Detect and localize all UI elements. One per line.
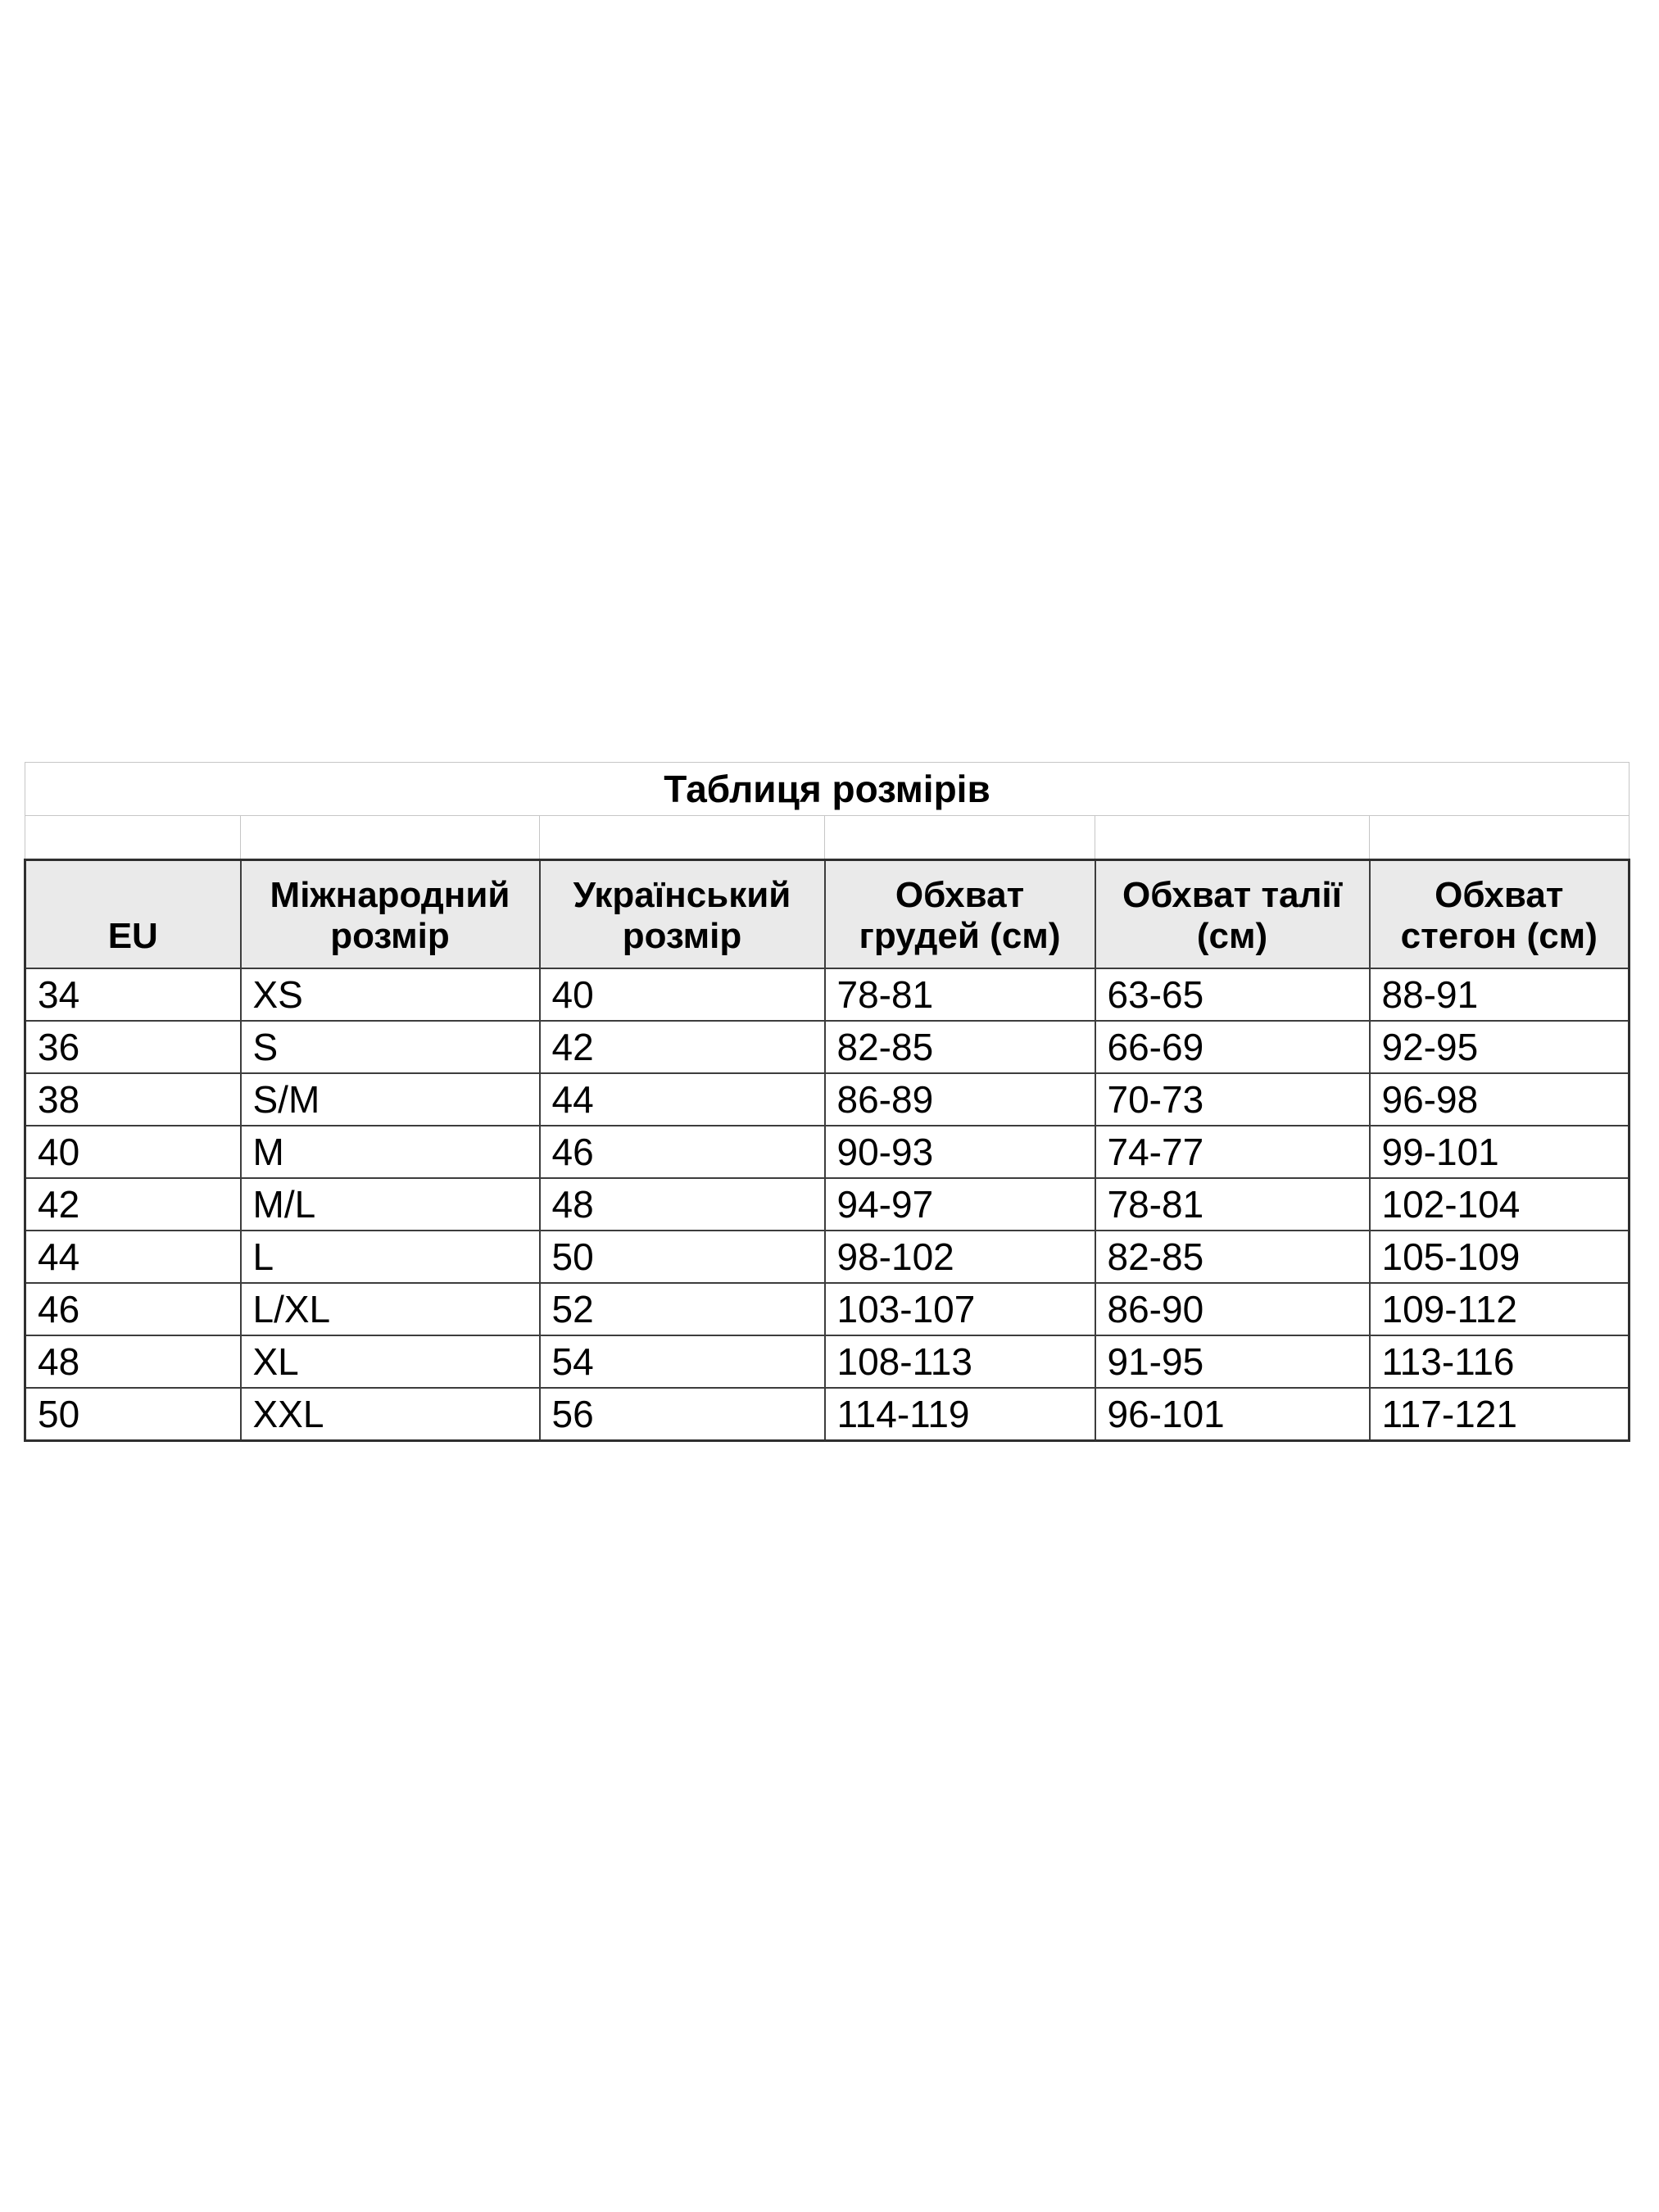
data-cell: M/L: [241, 1178, 540, 1231]
size-table: [24, 762, 1630, 1442]
data-cell: 52: [540, 1283, 825, 1335]
data-cell: 114-119: [825, 1388, 1095, 1441]
data-cell: XL: [241, 1335, 540, 1388]
header-cell-eu: EU: [25, 860, 241, 969]
data-cell: S: [241, 1021, 540, 1073]
data-cell: 78-81: [825, 968, 1095, 1021]
data-cell: 88-91: [1370, 968, 1630, 1021]
data-cell: 105-109: [1370, 1231, 1630, 1283]
header-cell-chest: Обхват грудей (см): [825, 860, 1095, 969]
data-cell: 86-90: [1095, 1283, 1370, 1335]
data-cell: 92-95: [1370, 1021, 1630, 1073]
data-cell: XS: [241, 968, 540, 1021]
data-cell: 91-95: [1095, 1335, 1370, 1388]
data-cell: 54: [540, 1335, 825, 1388]
table-row: [25, 1388, 1630, 1441]
header-cell-international-size: Міжнародний розмір: [241, 860, 540, 969]
table-row: [25, 1021, 1630, 1073]
data-cell: 102-104: [1370, 1178, 1630, 1231]
data-cell: 50: [25, 1388, 241, 1441]
data-cell: 86-89: [825, 1073, 1095, 1126]
data-cell: 103-107: [825, 1283, 1095, 1335]
table-row: [25, 1073, 1630, 1126]
spacer-cell: [1370, 816, 1630, 860]
data-cell: 40: [540, 968, 825, 1021]
header-cell-hips: Обхват стегон (см): [1370, 860, 1630, 969]
spacer-cell: [241, 816, 540, 860]
data-cell: 70-73: [1095, 1073, 1370, 1126]
table-title: Таблиця розмірів: [25, 763, 1630, 816]
spacer-cell: [25, 816, 241, 860]
data-cell: L/XL: [241, 1283, 540, 1335]
data-cell: 109-112: [1370, 1283, 1630, 1335]
data-cell: 108-113: [825, 1335, 1095, 1388]
table-row: [25, 968, 1630, 1021]
table-row: [25, 1335, 1630, 1388]
data-cell: 90-93: [825, 1126, 1095, 1178]
data-cell: 99-101: [1370, 1126, 1630, 1178]
data-cell: 117-121: [1370, 1388, 1630, 1441]
spacer-cell: [540, 816, 825, 860]
spacer-cell: [1095, 816, 1370, 860]
data-cell: 42: [540, 1021, 825, 1073]
data-cell: M: [241, 1126, 540, 1178]
header-cell-ukrainian-size: Український розмір: [540, 860, 825, 969]
data-cell: 96-98: [1370, 1073, 1630, 1126]
table-row: [25, 1126, 1630, 1178]
data-cell: 82-85: [1095, 1231, 1370, 1283]
table-title-row: [25, 763, 1630, 816]
data-cell: 34: [25, 968, 241, 1021]
data-cell: 63-65: [1095, 968, 1370, 1021]
data-cell: 42: [25, 1178, 241, 1231]
data-cell: 96-101: [1095, 1388, 1370, 1441]
spacer-cell: [825, 816, 1095, 860]
data-cell: 74-77: [1095, 1126, 1370, 1178]
data-cell: 56: [540, 1388, 825, 1441]
table-row: [25, 1178, 1630, 1231]
table-row: [25, 1231, 1630, 1283]
data-cell: 48: [25, 1335, 241, 1388]
data-cell: 44: [25, 1231, 241, 1283]
data-cell: 94-97: [825, 1178, 1095, 1231]
data-cell: XXL: [241, 1388, 540, 1441]
table-row: [25, 1283, 1630, 1335]
data-cell: 36: [25, 1021, 241, 1073]
data-cell: 46: [25, 1283, 241, 1335]
data-cell: 66-69: [1095, 1021, 1370, 1073]
header-row: [25, 860, 1630, 969]
data-cell: 50: [540, 1231, 825, 1283]
spacer-row: [25, 816, 1630, 860]
data-cell: 40: [25, 1126, 241, 1178]
data-cell: 44: [540, 1073, 825, 1126]
header-cell-waist: Обхват талії (см): [1095, 860, 1370, 969]
data-cell: 48: [540, 1178, 825, 1231]
data-cell: L: [241, 1231, 540, 1283]
data-cell: 46: [540, 1126, 825, 1178]
data-cell: 113-116: [1370, 1335, 1630, 1388]
data-cell: 82-85: [825, 1021, 1095, 1073]
data-cell: 38: [25, 1073, 241, 1126]
data-cell: S/M: [241, 1073, 540, 1126]
data-cell: 98-102: [825, 1231, 1095, 1283]
data-cell: 78-81: [1095, 1178, 1370, 1231]
